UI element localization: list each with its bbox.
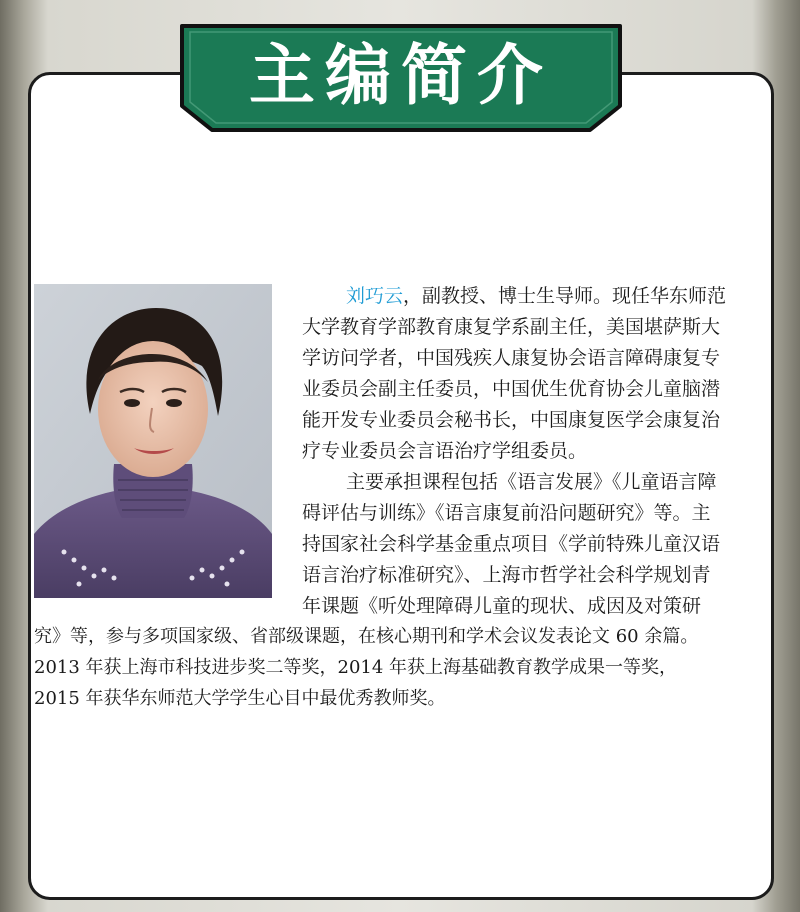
bio-line: 大学教育学部教育康复学系副主任，美国堪萨斯大 [302, 316, 721, 338]
bio-line: 碍评估与训练》《语言康复前沿问题研究》等。主 [302, 502, 711, 524]
author-photo [34, 284, 272, 598]
bio-line: 主要承担课程包括《语言发展》《儿童语言障 [346, 471, 717, 493]
banner-title: 主编简介 [249, 37, 553, 114]
bio-line: 能开发专业委员会秘书长，中国康复医学会康复治 [302, 409, 721, 431]
bio-line: 学访问学者，中国残疾人康复协会语言障碍康复专 [302, 347, 721, 369]
bio-line: 业委员会副主任委员，中国优生优育协会儿童脑潜 [302, 378, 721, 400]
bio-line: 持国家社会科学基金重点项目《学前特殊儿童汉语 [302, 533, 721, 555]
editor-name: 刘巧云 [346, 285, 404, 307]
bio-line: 语言治疗标准研究》、上海市哲学社会科学规划青 [302, 564, 711, 586]
title-banner [178, 22, 624, 134]
bio-line: 疗专业委员会言语治疗学组委员。 [302, 440, 588, 462]
bio-line: 2015 年获华东师范大学学生心目中最优秀教师奖。 [34, 688, 446, 709]
bio-line: 年课题《听处理障碍儿童的现状、成因及对策研 [302, 595, 702, 617]
bio-line: 究》等，参与多项国家级、省部级课题，在核心期刊和学术会议发表论文 60 余篇。 [34, 626, 699, 647]
bio-text: ，副教授、博士生导师。现任华东师范 [403, 285, 727, 307]
bio-line: 2013 年获上海市科技进步奖二等奖，2014 年获上海基础教育教学成果一等奖， [34, 657, 678, 678]
bio-line [346, 284, 726, 308]
